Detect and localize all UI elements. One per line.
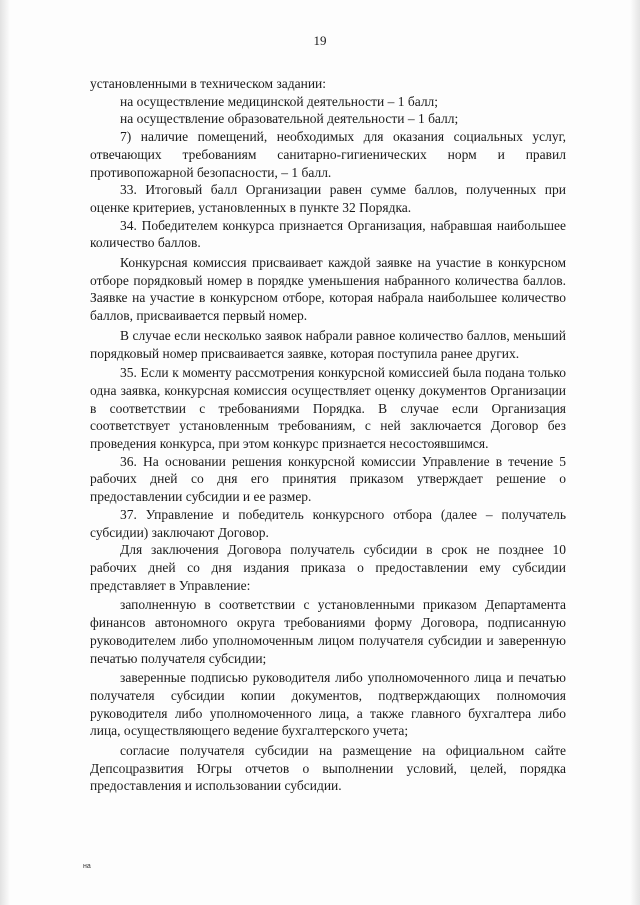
paragraph: Для заключения Договора получатель субсидии в срок не позднее 10 рабочих дней со дня издания приказа о предоставлении ему субсидии представляет в Управление: [90, 542, 566, 593]
paragraph: Конкурсная комиссия присваивает каждой заявке на участие в конкурсном отборе порядковый номер в порядке уменьшения набранного количества баллов. Заявке на участие в конкурсном отборе, которая набрала наибольшее количество баллов, присваивается первый номер. [90, 255, 566, 324]
paragraph: согласие получателя субсидии на размещение на официальном сайте Депсоцразвития Югры отчетов о выполнении условий, целей, порядка предоставления и использовании субсидии. [90, 743, 566, 794]
paragraph: В случае если несколько заявок набрали равное количество баллов, меньший порядковый номер присваивается заявке, которая поступила ранее других. [90, 327, 566, 361]
document-body [90, 75, 566, 795]
paragraph: 33. Итоговый балл Организации равен сумме баллов, полученных при оценке критериев, установленных в пункте 32 Порядка. [90, 182, 566, 215]
scan-edge-right [630, 0, 640, 905]
paragraph: установленными в техническом задании: [90, 76, 327, 91]
paragraph: на осуществление медицинской деятельности – 1 балл; [120, 93, 439, 109]
paragraph: 34. Победителем конкурса признается Организация, набравшая наибольшее количество баллов. [90, 217, 566, 251]
paragraph: заверенные подписью руководителя либо уполномоченного лица и печатью получателя субсидии копии документов, подтверждающих полномочия руководителя либо уполномоченного лица, а также главного бухгалтера либо лица, осуществляющего ведение бухгалтерского учета; [90, 670, 566, 739]
paragraph: 7) наличие помещений, необходимых для оказания социальных услуг, отвечающих требованиям санитарно-гигиенических норм и правил противопожарной безопасности, – 1 балл. [90, 129, 566, 180]
page-number: 19 [313, 33, 327, 48]
paragraph: 36. На основании решения конкурсной комиссии Управление в течение 5 рабочих дней со дня его принятия приказом утверждает решение о предоставлении субсидии и ее размер. [90, 453, 566, 505]
footer-code: на [83, 863, 91, 870]
paragraph: 37. Управление и победитель конкурсного отбора (далее – получатель субсидии) заключают Договор. [90, 506, 566, 540]
paragraph: на осуществление образовательной деятельности – 1 балл; [120, 111, 459, 127]
scan-edge-left [0, 0, 10, 905]
paragraph: заполненную в соответствии с установленными приказом Департамента финансов автономного округа требованиями форму Договора, подписанную руководителем либо уполномоченным лицом получателя субсидии и заверенную печатью получателя субсидии; [90, 597, 566, 666]
paragraph: 35. Если к моменту рассмотрения конкурсной комиссией была подана только одна заявка, конкурсная комиссия осуществляет оценку документов Организации в соответствии с требованиями Порядка. В случае если Организация соответствует установленным требованиям, с ней заключается Договор без проведения конкурса, при этом конкурс признается несостоявшимся. [90, 365, 566, 452]
